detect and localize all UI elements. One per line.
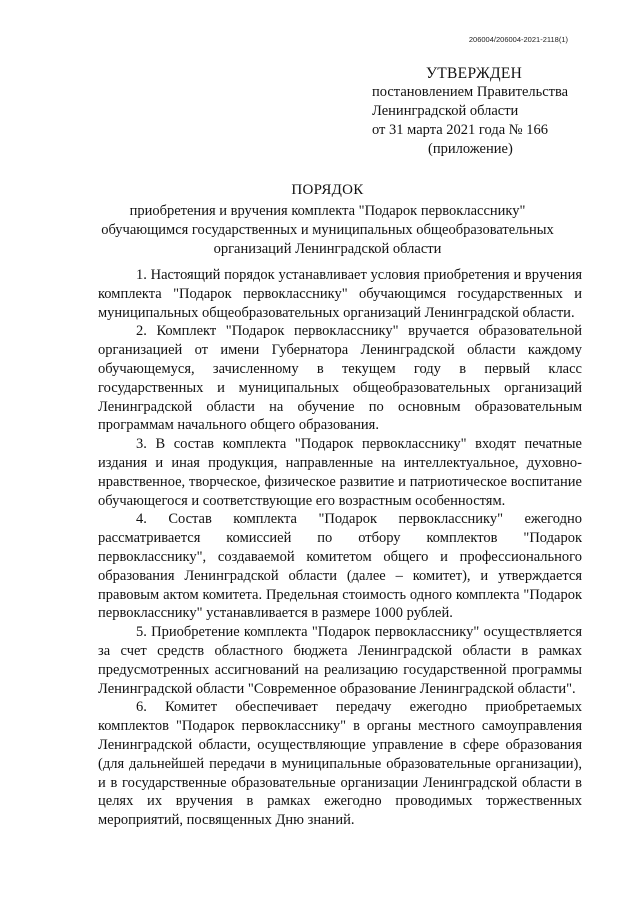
document-subtitle-2: обучающимся государственных и муниципальных общеобразовательных — [101, 222, 554, 238]
document-subtitle-1: приобретения и вручения комплекта "Подарок первокласснику" — [129, 203, 526, 219]
paragraph-2: 2. Комплект "Подарок первокласснику" вручается образовательной организацией от имени Губернатора Ленинградской области каждому обучающемуся, зачисленному в текущем году в первый класс государственных и муниципальных общеобразовательных организаций Ленинградской области на обучение по основным образовательным программам начального общего образования. — [98, 323, 582, 434]
document-body — [98, 266, 582, 830]
approval-line-2: Ленинградской области — [372, 103, 519, 119]
approval-line-3: от 31 марта 2021 года № 166 — [372, 122, 548, 138]
paragraph-3: 3. В состав комплекта "Подарок первокласснику" входят печатные издания и иная продукция, направленные на интеллектуальное, духовно-нравственное, творческое, физическое развитие и патриотическое воспитание обучающегося и соответствующие его возрастным особенностям. — [98, 436, 582, 509]
document-heading — [90, 181, 565, 259]
document-title: ПОРЯДОК — [291, 182, 364, 198]
approval-line-1: постановлением Правительства — [372, 84, 569, 100]
paragraph-6: 6. Комитет обеспечивает передачу ежегодно приобретаемых комплектов "Подарок первокласснику" в органы местного самоуправления Ленинградской области, осуществляющие управление в сфере образования (для дальнейшей передачи в муниципальные образовательные организации), и в государственные образовательные организации Ленинградской области в целях их вручения в рамках ежегодно проводимых торжественных мероприятий, посвященных Дню знаний. — [98, 699, 582, 829]
approval-appendix: (приложение) — [428, 141, 513, 157]
approval-stamp — [372, 64, 612, 159]
document-id: 206004/206004-2021-2118(1) — [468, 35, 568, 44]
paragraph-4: 4. Состав комплекта "Подарок первокласснику" ежегодно рассматривается комиссией по отбору комплектов "Подарок первокласснику", создаваемой комитетом общего и профессионального образования Ленинградской области (далее – комитет), и утверждается правовым актом комитета. Предельная стоимость одного комплекта "Подарок первокласснику" устанавливается в размере 1000 рублей. — [98, 511, 582, 622]
paragraph-1: 1. Настоящий порядок устанавливает условия приобретения и вручения комплекта "Подарок первокласснику" обучающимся государственных и муниципальных общеобразовательных организаций Ленинградской области. — [98, 267, 582, 321]
document-subtitle-3: организаций Ленинградской области — [213, 241, 442, 257]
approval-title: УТВЕРЖДЕН — [426, 65, 523, 82]
paragraph-5: 5. Приобретение комплекта "Подарок первокласснику" осуществляется за счет средств областного бюджета Ленинградской области в рамках предусмотренных ассигнований на реализацию государственной программы Ленинградской области "Современное образование Ленинградской области". — [98, 624, 582, 697]
